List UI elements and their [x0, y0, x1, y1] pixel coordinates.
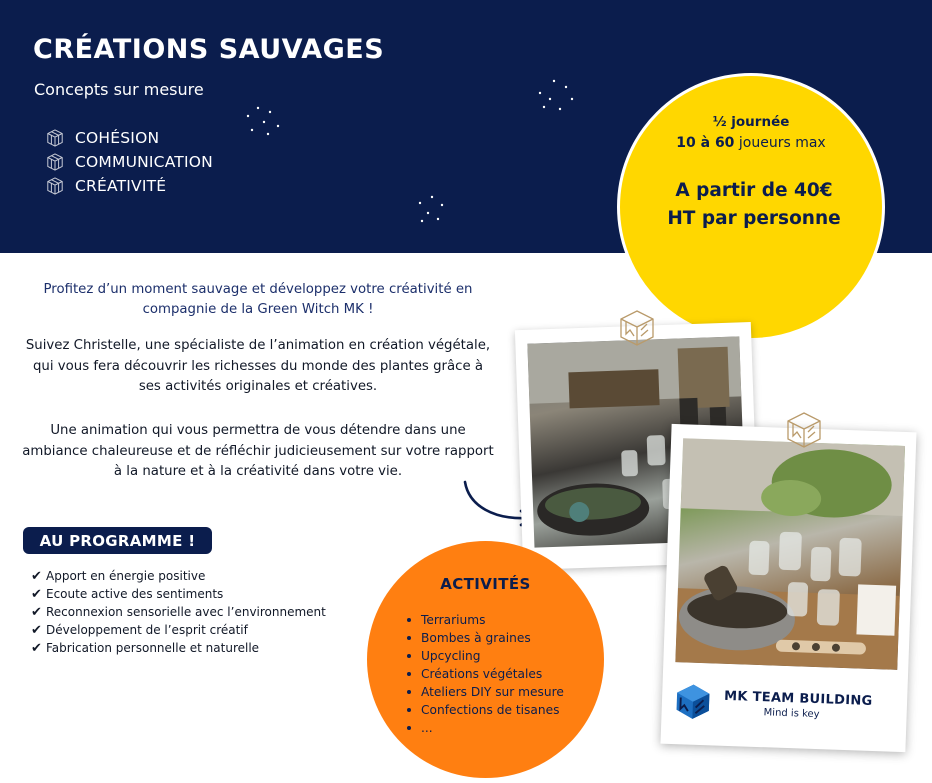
activity-label: Créations végétales	[421, 667, 543, 681]
bullet-icon	[407, 708, 411, 712]
sparkle-icon	[244, 104, 284, 140]
page-subtitle: Concepts sur mesure	[34, 80, 204, 99]
brand-block	[673, 676, 897, 734]
activity-label: Terrariums	[421, 613, 486, 627]
workshop-photo	[675, 438, 905, 670]
bullet-icon	[407, 618, 411, 622]
sparkle-icon	[416, 193, 450, 225]
cube-icon	[46, 129, 64, 147]
activity-item	[407, 683, 564, 701]
activities-list	[407, 611, 564, 737]
mk-stamp-icon	[784, 410, 824, 450]
program-item	[31, 585, 326, 603]
description-paragraph: Suivez Christelle, une spécialiste de l’animation en création végétale, qui vous fera découvrir les richesses du monde des plantes grâce à ses activités originales et créatives.	[25, 338, 491, 394]
program-item-label: Reconnexion sensorielle avec l’environnement	[46, 605, 326, 619]
activity-item	[407, 665, 564, 683]
activity-label: Ateliers DIY sur mesure	[421, 685, 564, 699]
mk-logo-icon	[673, 682, 712, 721]
program-heading: AU PROGRAMME !	[23, 527, 212, 554]
check-icon: ✔	[31, 640, 42, 656]
pillar-item	[46, 150, 213, 174]
bullet-icon	[407, 672, 411, 676]
activity-label: Bombes à graines	[421, 631, 531, 645]
program-item	[31, 621, 326, 639]
intro-text: Profitez d’un moment sauvage et développez votre créativité en compagnie de la Green Witch MK !	[43, 282, 473, 317]
pillars-list	[46, 126, 213, 198]
brand-tagline: Mind is key	[763, 707, 820, 721]
description-paragraph: Une animation qui vous permettra de vous détendre dans une ambiance chaleureuse et de réfléchir judicieusement sur votre rapport à la nature et à la créativité dans votre vie.	[22, 423, 494, 479]
price-badge	[617, 73, 885, 341]
activity-item	[407, 719, 564, 737]
bullet-icon	[407, 690, 411, 694]
cube-icon	[46, 153, 64, 171]
program-item-label: Fabrication personnelle et naturelle	[46, 641, 260, 655]
activity-label: ...	[421, 721, 433, 735]
pillar-label: COHÉSION	[75, 129, 160, 147]
activity-item	[407, 701, 564, 719]
bullet-icon	[407, 726, 411, 730]
cube-icon	[46, 177, 64, 195]
page-title: CRÉATIONS SAUVAGES	[33, 34, 385, 65]
activity-item	[407, 629, 564, 647]
activities-circle	[367, 541, 604, 778]
mk-stamp-icon	[617, 308, 657, 348]
activity-item	[407, 647, 564, 665]
pillar-item	[46, 126, 213, 150]
activities-title: ACTIVITÉS	[440, 575, 531, 593]
program-item	[31, 603, 326, 621]
program-item-label: Développement de l’esprit créatif	[46, 623, 248, 637]
sparkle-icon	[536, 77, 578, 115]
badge-players-count: 10 à 60	[676, 135, 735, 151]
pillar-label: COMMUNICATION	[75, 153, 213, 171]
activity-label: Confections de tisanes	[421, 703, 560, 717]
bullet-icon	[407, 654, 411, 658]
badge-price: A partir de 40€ HT par personne	[667, 180, 841, 229]
brand-name: MK TEAM BUILDING	[723, 688, 873, 709]
badge-duration: ½ journée	[712, 114, 790, 130]
program-item-label: Apport en énergie positive	[46, 569, 206, 583]
check-icon: ✔	[31, 586, 42, 602]
polaroid-photo	[660, 424, 916, 752]
check-icon: ✔	[31, 604, 42, 620]
badge-players	[620, 135, 882, 151]
pillar-label: CRÉATIVITÉ	[75, 177, 167, 195]
check-icon: ✔	[31, 568, 42, 584]
activity-item	[407, 611, 564, 629]
pillar-item	[46, 174, 213, 198]
activity-label: Upcycling	[421, 649, 481, 663]
program-item-label: Ecoute active des sentiments	[46, 587, 224, 601]
badge-players-suffix: joueurs max	[738, 135, 826, 151]
check-icon: ✔	[31, 622, 42, 638]
program-list	[31, 567, 326, 657]
bullet-icon	[407, 636, 411, 640]
program-item	[31, 567, 326, 585]
program-item	[31, 639, 326, 657]
